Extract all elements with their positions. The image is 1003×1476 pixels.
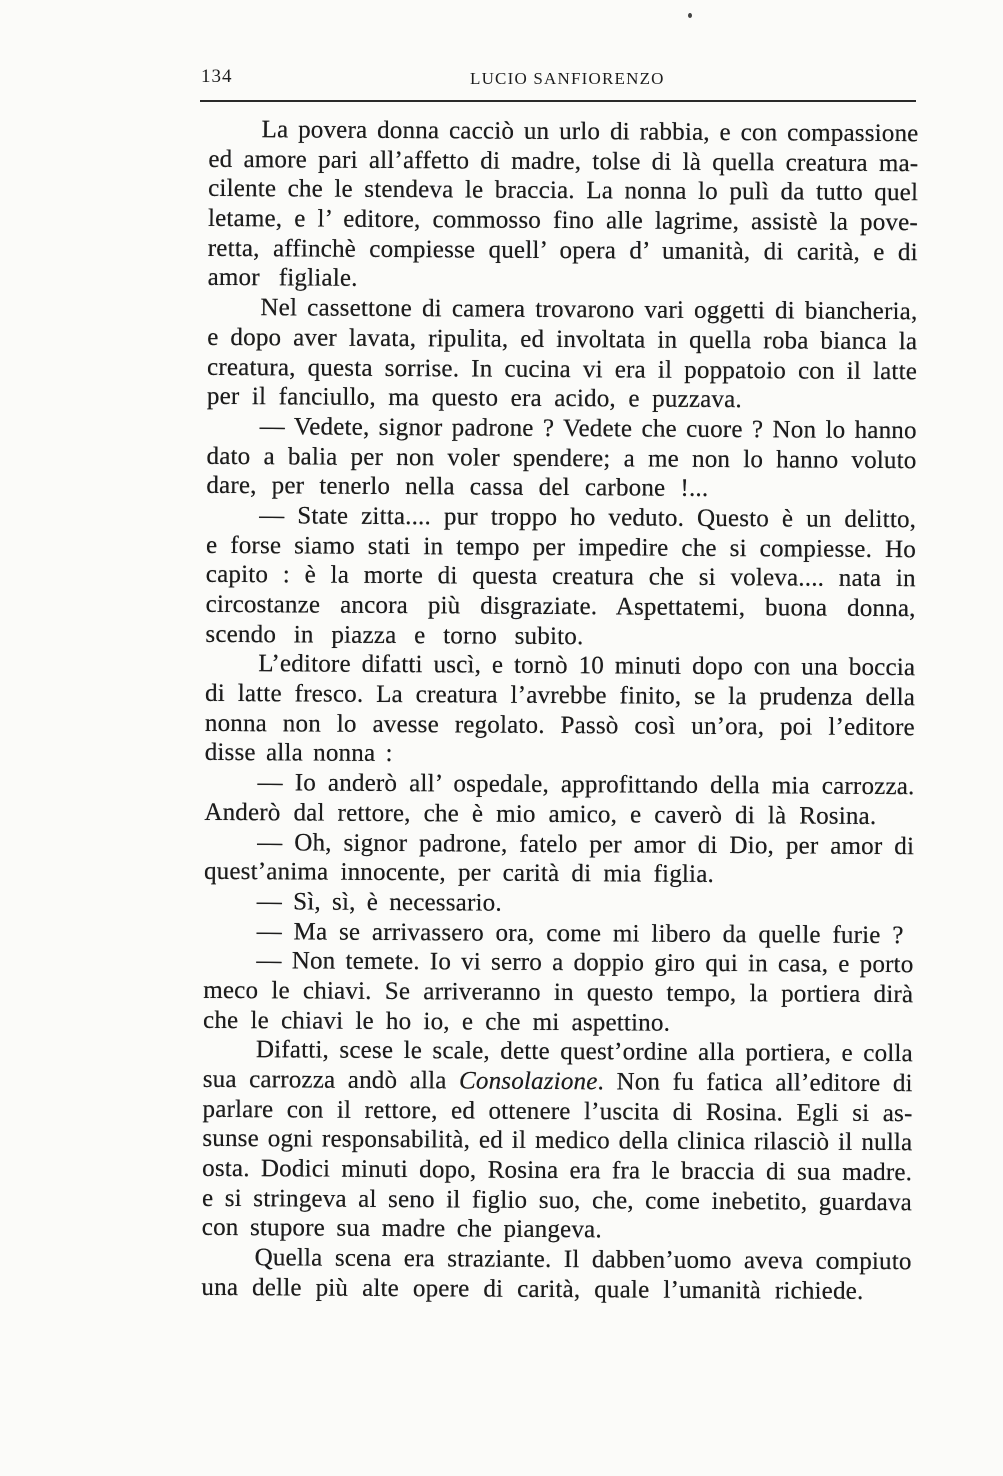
running-head: LUCIO SANFIORENZO xyxy=(470,69,665,88)
text-line: amor figliale. xyxy=(207,264,358,293)
text-line: scendo in piazza e torno subito. xyxy=(205,620,584,650)
text-line: una delle più alte opere di carità, quale l’umanità richiede. xyxy=(201,1273,864,1305)
paragraph xyxy=(206,412,917,505)
scan-speck xyxy=(688,13,692,18)
text-line: capito : è la morte di questa creatura che si voleva.... nata in xyxy=(205,561,916,593)
text-line: — Oh, signor padrone, fatelo per amor di Dio, per amor di xyxy=(257,828,915,860)
paragraph xyxy=(208,115,919,297)
text-line: — Vedete, signor padrone ? Vedete che cuore ? Non lo hanno xyxy=(259,413,917,445)
text-line: di latte fresco. La creatura l’avrebbe finito, se la prudenza della xyxy=(205,679,916,712)
text-line: nonna non lo avesse regolato. Passò così un’ora, poi l’editore xyxy=(204,709,915,741)
paragraph xyxy=(202,1035,913,1247)
italic-place-name: Consolazione xyxy=(458,1067,598,1096)
text-line: Quella scena era straziante. Il dabben’uomo aveva compiuto xyxy=(254,1244,912,1276)
text-line: e forse siamo stati in tempo per impedire che si compiesse. Ho xyxy=(205,531,917,563)
text-line: — Io anderò all’ ospedale, approfittando della mia carrozza. xyxy=(257,769,915,801)
text-line: osta. Dodici minuti dopo, Rosina era fra le braccia di sua madre. xyxy=(202,1154,913,1187)
text-line: per il fanciullo, ma questo era acido, e puzzava. xyxy=(206,383,742,414)
text-line: dato a balia per non voler spendere; a me non lo hanno voluto xyxy=(206,442,917,474)
paragraph xyxy=(205,501,916,654)
text-line: — Sì, sì, è necessario. xyxy=(256,888,502,917)
paragraph xyxy=(204,827,914,891)
text-line: — Non temete. Io vi serro a doppio giro qui in casa, e porto xyxy=(256,947,914,979)
text-line: — Ma se arrivassero ora, come mi libero da quelle furie ? xyxy=(256,917,904,949)
text-segment: sua carrozza andò alla xyxy=(202,1065,460,1095)
text-line: e si stringeva al seno il figlio suo, che, come inebetito, guardava xyxy=(201,1184,913,1216)
text-line: Nel cassettone di camera trovarono vari oggetti di biancheria, xyxy=(260,294,918,326)
paragraph xyxy=(204,887,914,921)
text-line: dare, per tenerlo nella cassa del carbone !... xyxy=(206,472,709,503)
text-segment: . Non fu fatica all’editore di xyxy=(597,1068,913,1098)
text-line: Difatti, scese le scale, dette quest’ordine alla portiera, e colla xyxy=(255,1036,913,1068)
text-line: La povera donna cacciò un urlo di rabbia, e con compassione xyxy=(261,116,919,148)
text-line: meco le chiavi. Se arriveranno in questo tempo, la portiera dirà xyxy=(203,976,914,1009)
text-line: cilente che le stendeva le braccia. La nonna lo pulì da tutto quel xyxy=(208,175,919,207)
text-line: ed amore pari all’affetto di madre, tolse di là quella creatura ma- xyxy=(208,145,919,177)
page-number: 134 xyxy=(201,66,233,87)
paragraph xyxy=(207,293,918,416)
header-rule xyxy=(200,100,916,102)
text-line: letame, e l’ editore, commosso fino alle lagrime, assistè la pove- xyxy=(207,204,919,237)
text-line: quest’anima innocente, per carità di mia figlia. xyxy=(203,858,715,889)
text-line xyxy=(203,1065,913,1099)
paragraph xyxy=(203,946,914,1039)
text-line: creatura, questa sorrise. In cucina vi era il poppatoio con il latte xyxy=(207,353,918,385)
text-line: disse alla nonna : xyxy=(204,739,393,768)
paragraph xyxy=(205,649,916,772)
text-line: Anderò dal rettore, che è mio amico, e caverò di là Rosina. xyxy=(204,798,877,830)
paragraph xyxy=(204,768,914,832)
body-text xyxy=(201,115,918,1307)
text-line: — State zitta.... pur troppo ho veduto. Questo è un delitto, xyxy=(259,502,917,534)
text-line: parlare con il rettore, ed ottenere l’uscita di Rosina. Egli si as- xyxy=(202,1095,913,1127)
text-line: sunse ogni responsabilità, ed il medico della clinica rilasciò il nulla xyxy=(202,1125,913,1157)
text-line: con stupore sua madre che piangeva. xyxy=(201,1214,602,1244)
text-line: L’editore difatti uscì, e tornò 10 minuti dopo con una boccia xyxy=(258,650,916,682)
text-line: e dopo aver lavata, ripulita, ed involtata in quella roba bianca la xyxy=(207,323,918,355)
text-line: che le chiavi le ho io, e che mi aspettino. xyxy=(203,1006,671,1037)
text-line: circostanze ancora più disgraziate. Aspettatemi, buona donna, xyxy=(205,590,916,623)
paragraph xyxy=(201,1243,911,1307)
paragraph xyxy=(204,916,914,950)
text-line: retta, affinchè compiesse quell’ opera d’ umanità, di carità, e di xyxy=(207,234,918,266)
